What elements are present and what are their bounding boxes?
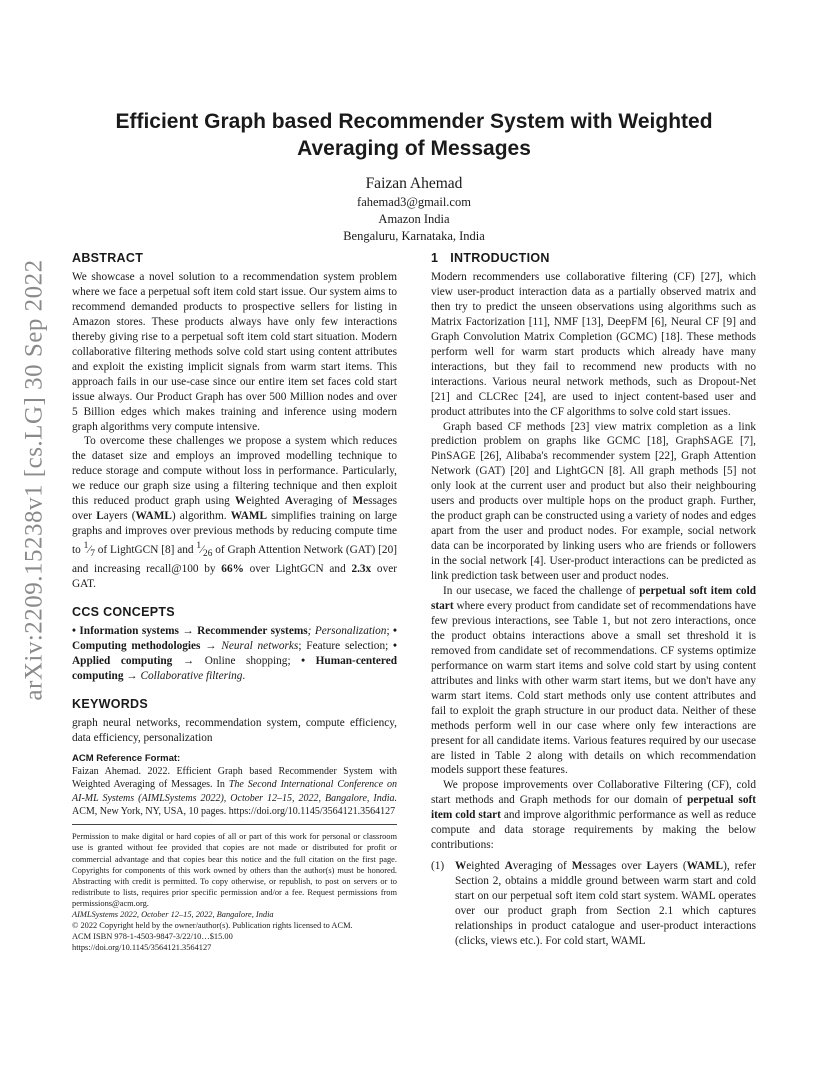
contributions-list <box>431 859 756 949</box>
paper-title <box>72 108 756 162</box>
doi-line: https://doi.org/10.1145/3564121.3564127 <box>72 943 212 953</box>
intro-paragraph-3: In our usecase, we faced the challenge of perpetual soft item cold start where every product from candidate set of recommendations have few previous interactions, see Table 1, but not zero interactions, once the product obtains interactions above a small set threshold it is removed from candidate set of recommendations. CF systems optimize performance on warm start items and solve cold start by using content attributes and links with other warm start items, but we don't have any warm start items. Cold start methods only use content attributes and fail to exploit the graph structure in our product data. Neither of these methods perform well in our case where only few interactions are present for all candidate items. Various features required by our usecase are listed in Table 2 along with details on which recommendation models support these features. <box>431 585 756 777</box>
section-number: 1 <box>431 251 439 265</box>
intro-paragraph-2: Graph based CF methods [23] view matrix completion as a link prediction problem on graphs like GCMC [18], GraphSAGE [7], PinSAGE [26], Alibaba's recommender system [22], Graph Attention Network (GAT) [20] and LightGCN [8]. All graph methods [5] not only look at the current user and product but also their neighbouring users and products over multiple hops on the product graph. Further, the product graph can be constructed using a variety of nodes and edges apart from the user and product nodes. For example, social network data can be incorporated by linking users who are friends or followers in the social network [4]. User-product interactions can be predicted as link prediction task between user and product nodes. <box>431 420 756 583</box>
ccs-heading: CCS CONCEPTS <box>72 605 175 620</box>
acm-reference-text: Faizan Ahemad. 2022. Efficient Graph based Recommender System with Weighted Averaging of Messages. In The Second International Conference on AI-ML Systems (AIMLSystems 2022), October 12–15, 2022, Bangalore, India. ACM, New York, NY, USA, 10 pages. https://doi.org/10.1145/3564121.3564127 <box>72 765 398 817</box>
introduction-heading: 1 INTRODUCTION <box>431 251 550 265</box>
author-location: Bengaluru, Karnataka, India <box>343 229 485 243</box>
isbn-line: ACM ISBN 978-1-4503-9847-3/22/10…$15.00 <box>72 932 233 942</box>
author-block <box>72 174 756 245</box>
keywords-text: graph neural networks, recommendation system, compute efficiency, data efficiency, personalization <box>72 716 397 744</box>
title-line-2: Averaging of Messages <box>297 137 531 160</box>
contribution-number: (1) <box>431 860 445 873</box>
arxiv-stamp <box>10 180 60 780</box>
venue-line: AIMLSystems 2022, October 12–15, 2022, Bangalore, India <box>72 910 274 920</box>
left-column <box>72 250 397 953</box>
intro-paragraph-4: We propose improvements over Collaborative Filtering (CF), cold start methods and Graph methods for our domain of perpetual soft item cold start and improve algorithmic performance as well as reduce compute and data storage requirements by making the below contributions: <box>431 779 757 852</box>
contribution-text: Weighted Averaging of Messages over Layers (WAML), refer Section 2, obtains a middle ground between warm start and cold start on our perpetual soft item cold start system. WAML operates over our product graph from Section 2.1 which captures relationships in product catalogue and user-product interactions (clicks, views etc.). For cold start, WAML <box>455 860 757 947</box>
paper-header <box>72 108 756 245</box>
right-column <box>431 250 756 949</box>
acm-reference-heading: ACM Reference Format: <box>72 752 181 764</box>
intro-paragraph-1: Modern recommenders use collaborative filtering (CF) [27], which view user-product interaction data as a partially observed matrix and then try to predict the unseen observations using algorithms such as Matrix Factorization [11], NMF [13], DeepFM [6], Neural CF [9] and Graph Convolution Matrix Completion (GCMC) [18]. These methods perform well for warm start products which already have many interactions, but they fail to recommend new products with no interactions. Various neural network methods, such as Dropout-Net [21] and CLCRec [24], are used to inject content-based user and product attributes into the CF algorithms to solve cold start issues. <box>431 271 756 418</box>
abstract-paragraph-2: To overcome these challenges we propose a system which reduces the dataset size and employs an improved modelling technique to reduce storage and compute without loss in performance. Particularly, we reduce our graph size using a filtering technique and then exploit this reduced product graph using Weighted Averaging of Messages over Layers (WAML) algorithm. WAML simplifies training on large graphs and improves over previous methods by reducing compute time to $^1⁄_7$ of LightGCN [8] and $^1⁄_{26}$ of Graph Attention Network (GAT) [20] and increasing recall@100 by 66% over LightGCN and 2.3x over GAT. <box>72 435 397 591</box>
author-email: fahemad3@gmail.com <box>357 195 471 209</box>
keywords-heading: KEYWORDS <box>72 696 149 711</box>
abstract-heading: ABSTRACT <box>72 251 144 265</box>
copyright-line: © 2022 Copyright held by the owner/author(s). Publication rights licensed to ACM. <box>72 921 353 931</box>
ccs-concepts: • Information systems → Recommender systems; Personalization; • Computing methodologies → Neural networks; Feature selection; • Applied computing → Online shopping; • Human-centered computing → Collaborative filtering. <box>72 625 398 682</box>
abstract-paragraph-1: We showcase a novel solution to a recommendation system problem where we face a perpetual soft item cold start issue. Our system aims to recommend demanded products to prospective sellers for listing in Amazon stores. These products always have only few interactions thereby giving rise to a perpetual soft item cold start situation. Modern collaborative filtering methods solve cold start using content attributes and exploit the existing implicit signals from warm start items. This approach fails in our use-case since our entire item set faces cold start issue always. Our Product Graph has over 500 Million nodes and over 5 Billion edges which makes training and inference using modern graph algorithms very compute intensive. <box>72 271 397 433</box>
author-name: Faizan Ahemad <box>365 175 463 192</box>
contribution-item <box>431 859 756 949</box>
title-line-1: Efficient Graph based Recommender System with Weighted <box>115 110 713 133</box>
arxiv-identifier: arXiv:2209.15238v1 [cs.LG] 30 Sep 2022 <box>21 259 49 701</box>
footnote-rule <box>72 824 397 825</box>
author-affiliation: Amazon India <box>378 212 450 226</box>
permission-notice: Permission to make digital or hard copies of all or part of this work for personal or classroom use is granted without fee provided that copies are not made or distributed for profit or commercial advantage and that copies bear this notice and the full citation on the first page. Copyrights for components of this work owned by others than the author(s) must be honored. Abstracting with credit is permitted. To copy otherwise, or republish, to post on servers or to redistribute to lists, requires prior specific permission and/or a fee. Request permissions from permissions@acm.org. <box>72 832 397 908</box>
